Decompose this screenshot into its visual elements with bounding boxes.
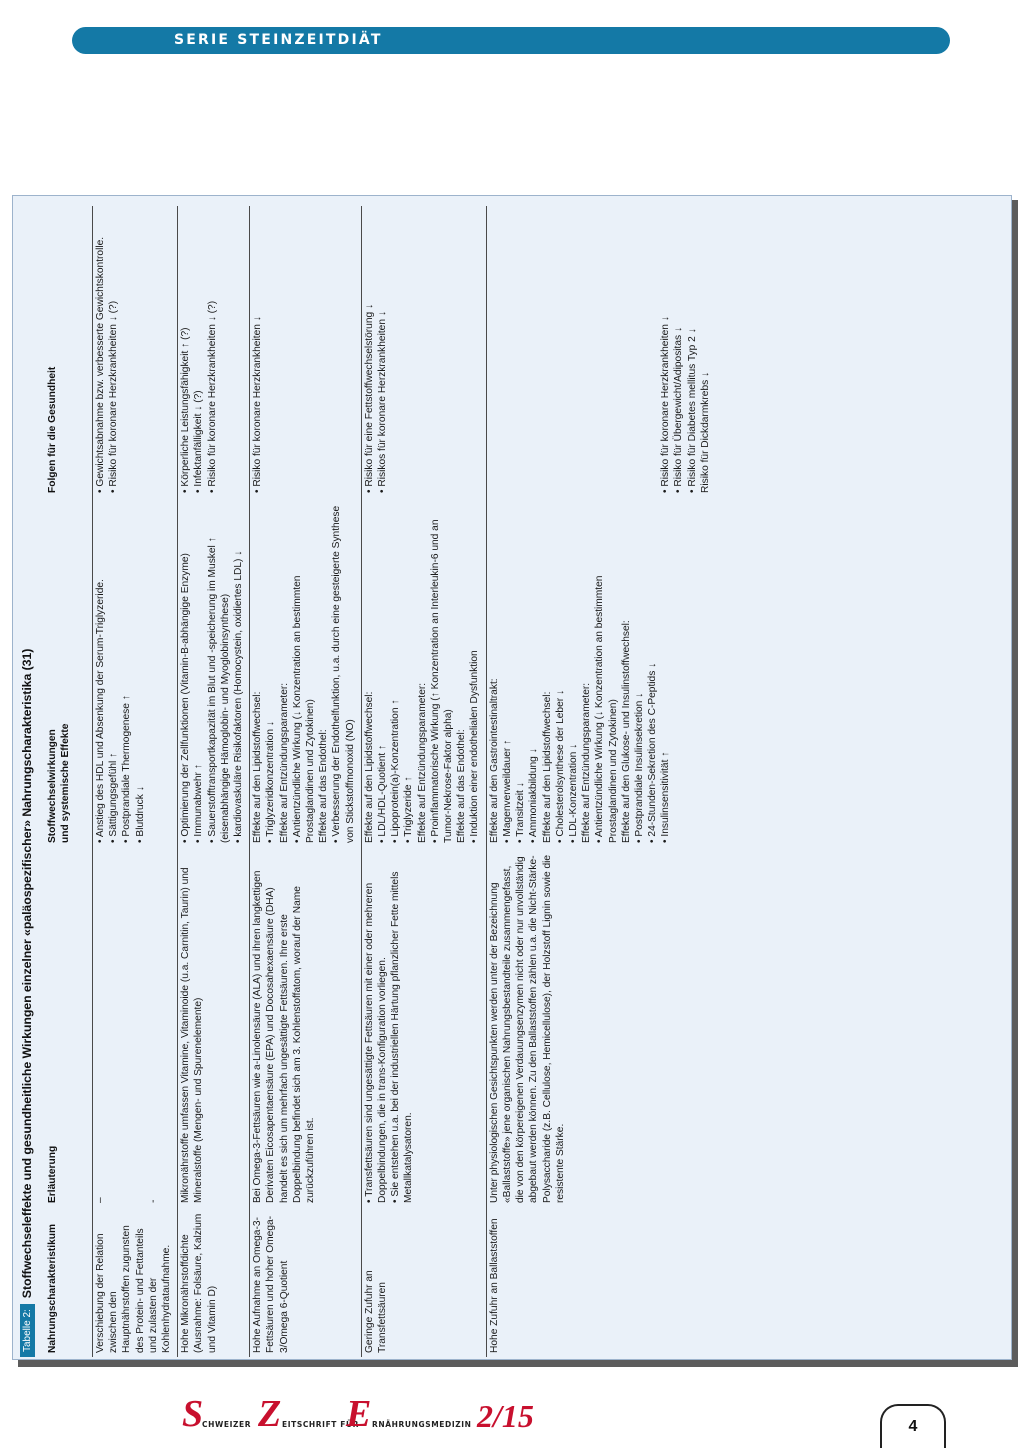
- cell-line: [646, 210, 659, 493]
- table-cell: [250, 497, 362, 847]
- cell-line: • Antientzündliche Wirkung (↓ Konzentration an bestimmten Prostaglandinen und Zytokinen): [594, 575, 619, 843]
- table-cell: [93, 206, 178, 497]
- cell-line: • Immunabwehr ↑: [193, 764, 205, 843]
- cell-line: • Ammoniakbildung ↓: [528, 748, 540, 843]
- cell-line: • Anstieg des HDL und Absenkung der Serum-Triglyzeride.: [95, 579, 106, 843]
- table-cell: [178, 206, 250, 497]
- cell-line: • Sie entstehen u.a. bei der industriellen Härtung pflanzlicher Fette mittels Metallkatalysatoren.: [390, 871, 415, 1203]
- cell-line: • LDL/HDL-Quotient ↑: [377, 744, 389, 843]
- cell-line: Effekte auf das Endothel:: [318, 729, 330, 843]
- table-row: [486, 206, 716, 1357]
- series-label: SERIE STEINZEITDIÄT: [174, 32, 383, 48]
- cell-line: [540, 210, 553, 493]
- logo-letter-e: E: [346, 1393, 372, 1435]
- cell-line: • Infektanfälligkeit ↓ (?): [193, 390, 205, 493]
- cell-line: Effekte auf den Glukose- und Insulinstoffwechsel:: [620, 620, 632, 843]
- table-cell: [178, 497, 250, 847]
- cell-line: Hohe Aufnahme an Omega-3-Fettsäuren und hoher Omega-3/Omega 6-Quotient: [252, 1215, 290, 1353]
- cell-line: Mikronährstoffe umfassen Vitamine, Vitaminoide (u.a. Carnitin, Taurin) und Mineralstoffe (Mengen- und Spurenelemente): [180, 867, 205, 1203]
- issue-number: 2/15: [477, 1398, 534, 1434]
- journal-logo: [182, 1393, 742, 1438]
- logo-letter-z: Z: [258, 1393, 282, 1435]
- cell-line: • Gewichtsabnahme bzw. verbesserte Gewichtskontrolle.: [95, 236, 106, 493]
- cell-line: Bei Omega-3-Fettsäuren wie a-Linolensäure (ALA) und ihren langkettigen Derivaten Eicosapentaensäure (EPA) und Docosahexaensäure (DHA) handelt es sich um mehrfach ungesättigte Fettsäuren. Ihre erste Doppelbindung befindet sich am 3. Kohlenstoffatom, worauf der Name zurückzuführen ist.: [252, 870, 317, 1203]
- logo-word-schweizer: CHWEIZER: [202, 1420, 252, 1429]
- cell-line: Risiko für Dickdarmkrebs ↓: [699, 371, 711, 493]
- cell-line: • Postprandiale Thermogenese ↑: [121, 695, 133, 843]
- table-cell: [178, 847, 250, 1207]
- table-cell: [250, 206, 362, 497]
- cell-line: • Blutdruck ↓: [134, 786, 146, 843]
- cell-line: • Risikos für koronare Herzkrankheiten ↓: [377, 311, 389, 493]
- cell-line: • Sättigungsgefühl ↑: [108, 752, 120, 843]
- cell-line: Effekte auf Entzündungsparameter:: [581, 682, 593, 843]
- cell-line: • Induktion einer endothelialen Dysfunktion: [469, 650, 481, 843]
- cell-line: • Antientzündliche Wirkung (↓ Konzentration an bestimmten Prostaglandinen und Zytokinen): [291, 575, 317, 843]
- cell-line: [593, 210, 606, 493]
- cell-line: [107, 851, 120, 1203]
- logo-word-zeitschrift: EITSCHRIFT FÜR: [282, 1420, 360, 1429]
- nutrition-table: [46, 206, 716, 1357]
- cell-line: • Risiko für eine Fettstoffwechselstörung ↓: [363, 303, 375, 493]
- logo-word-ernaehrungsmedizin: RNÄHRUNGSMEDIZIN: [372, 1420, 472, 1429]
- cell-line: • Insulinsensitivität ↑: [660, 751, 672, 843]
- cell-line: • Magenverweildauer ↑: [501, 739, 513, 843]
- table-cell: [486, 206, 716, 497]
- cell-line: • 24-Stunden-Sekretion des C-Peptids ↓: [647, 662, 659, 843]
- series-banner: [72, 27, 950, 54]
- column-header: Nahrungscharakteristikum: [47, 1223, 58, 1353]
- cell-line: Geringe Zufuhr an Transfettsäuren: [363, 1270, 389, 1353]
- table-caption: [18, 206, 36, 1357]
- cell-line: • Transitzeit ↓: [515, 782, 527, 843]
- cell-line: • Risiko für koronare Herzkrankheiten ↓ (?): [108, 300, 120, 493]
- cell-line: -: [147, 1199, 159, 1203]
- cell-line: Effekte auf den Gastrointestinaltrakt:: [488, 678, 500, 843]
- cell-line: [120, 851, 133, 1203]
- cell-line: [527, 210, 540, 493]
- cell-line: [134, 851, 147, 1203]
- cell-line: Effekte auf das Endothel:: [456, 729, 468, 843]
- table-cell: [93, 847, 178, 1207]
- table-card: [12, 195, 1012, 1360]
- table-cell: [361, 1207, 486, 1357]
- cell-line: • Risiko für koronare Herzkrankheiten ↓: [252, 316, 264, 493]
- cell-line: [501, 210, 514, 493]
- table-cell: [93, 497, 178, 847]
- cell-line: • kardiovaskuläre Risikofaktoren (Homocystein, oxidiertes LDL) ↓: [233, 550, 245, 843]
- cell-line: Hohe Zufuhr an Ballaststoffen: [488, 1218, 500, 1353]
- cell-line: Effekte auf den Lipidstoffwechsel:: [252, 691, 264, 843]
- table-cell: [361, 847, 486, 1207]
- cell-line: • Risiko für koronare Herzkrankheiten ↓: [660, 316, 672, 493]
- cell-line: [606, 210, 619, 493]
- cell-line: • Triglyzeride ↑: [403, 776, 415, 843]
- column-header: Stoffwechselwirkungen und systemische Effekte: [47, 723, 71, 843]
- table-row: [93, 206, 178, 1357]
- cell-line: • Lipoprotein(a)-Konzentration ↑: [390, 699, 402, 843]
- cell-line: [580, 210, 593, 493]
- cell-line: • Verbesserung der Endothelfunktion, u.a. durch eine gesteigerte Synthese von Stickstoffmonoxid (NO): [331, 505, 356, 843]
- cell-line: [554, 210, 567, 493]
- cell-line: Effekte auf Entzündungsparameter:: [278, 682, 290, 843]
- cell-line: • Sauerstofftransportkapazität im Blut und -speicherung im Muskel ↑ (eisenabhängige Hämoglobin- und Myoglobinsynthese): [206, 537, 231, 843]
- table-cell: [486, 847, 716, 1207]
- cell-line: Effekte auf den Lipidstoffwechsel:: [363, 691, 375, 843]
- cell-line: [514, 210, 527, 493]
- cell-line: Effekte auf Entzündungsparameter:: [416, 682, 428, 843]
- table-header-row: [46, 206, 93, 1357]
- table-row: [178, 206, 250, 1357]
- cell-line: • LDL-Konzentration ↓: [567, 743, 579, 843]
- cell-line: • Körperliche Leistungsfähigkeit ↑ (?): [180, 327, 192, 493]
- cell-line: Verschiebung der Relation zwischen den Hauptnährstoffen zugunsten des Protein- und Fettanteils und zulasten der Kohlenhydrataufnahme.: [95, 1225, 173, 1353]
- table-cell: [250, 1207, 362, 1357]
- cell-line: • Risiko für koronare Herzkrankheiten ↓ (?): [206, 300, 218, 493]
- cell-line: [633, 210, 646, 493]
- page-number: 4: [880, 1404, 946, 1448]
- table-cell: [361, 497, 486, 847]
- table-cell: [361, 206, 486, 497]
- table-cell: [178, 1207, 250, 1357]
- cell-line: • Cholesterolsynthese der Leber ↓: [554, 689, 566, 843]
- cell-line: • Risiko für Übergewicht/Adipositas ↓: [673, 326, 685, 493]
- cell-line: • Triglyzeridkonzentration ↓: [265, 721, 277, 843]
- rotated-table-frame: [13, 196, 1012, 1360]
- table-title: Stoffwechseleffekte und gesundheitliche Wirkungen einzelner «paläospezifischer» Nahrungscharakteristika (31): [20, 648, 34, 1299]
- cell-line: Unter physiologischen Gesichtspunkten werden unter der Bezeichnung «Ballaststoffe» jene organischen Nahrungsbestandteile zusammengefasst, die von den körpereigenen Verdauungsenzymen nicht oder nur unvollständig abgebaut werden können. Zu den Ballaststoffen zählen u.a. die Nicht-Stärke-Polysaccharide (z.B. Cellulose, Hemicellulose), der Holzstoff Lignin sowie die resistente Stärke.: [488, 854, 566, 1203]
- column-header: Folgen für die Gesundheit: [47, 366, 58, 493]
- table-row: [250, 206, 362, 1357]
- cell-line: • Risiko für Diabetes mellitus Typ 2 ↓: [686, 328, 698, 493]
- cell-line: [567, 210, 580, 493]
- cell-line: • Postprandiale Insulinsekretion ↓: [633, 692, 645, 843]
- table-tag: Tabelle 2:: [20, 1304, 35, 1357]
- table-cell: [250, 847, 362, 1207]
- cell-line: Hohe Mikronährstoffdichte (Ausnahme: Folsäure, Kalzium und Vitamin D): [180, 1213, 218, 1353]
- table-body: [93, 206, 716, 1357]
- cell-line: [620, 210, 633, 493]
- cell-line: • Optimierung der Zellfunktionen (Vitamin-B-abhängige Enzyme): [180, 553, 192, 843]
- table-cell: [486, 497, 716, 847]
- logo-letter-s: S: [182, 1393, 204, 1435]
- cell-line: –: [95, 1197, 106, 1203]
- cell-line: • Proinflammatorische Wirkung (↑ Konzentration an Interleukin-6 und an Tumor-Nekrose-Faktor alpha): [429, 519, 455, 843]
- table-cell: [93, 1207, 178, 1357]
- cell-line: • Transfettsäuren sind ungesättigte Fettsäuren mit einer oder mehreren Doppelbindungen, die in trans-Konfiguration vorliegen.: [363, 882, 389, 1203]
- column-header: Erläuterung: [47, 1145, 58, 1203]
- cell-line: [488, 210, 501, 493]
- table-cell: [486, 1207, 716, 1357]
- table-row: [361, 206, 486, 1357]
- cell-line: Effekte auf den Lipidstoffwechsel:: [541, 691, 553, 843]
